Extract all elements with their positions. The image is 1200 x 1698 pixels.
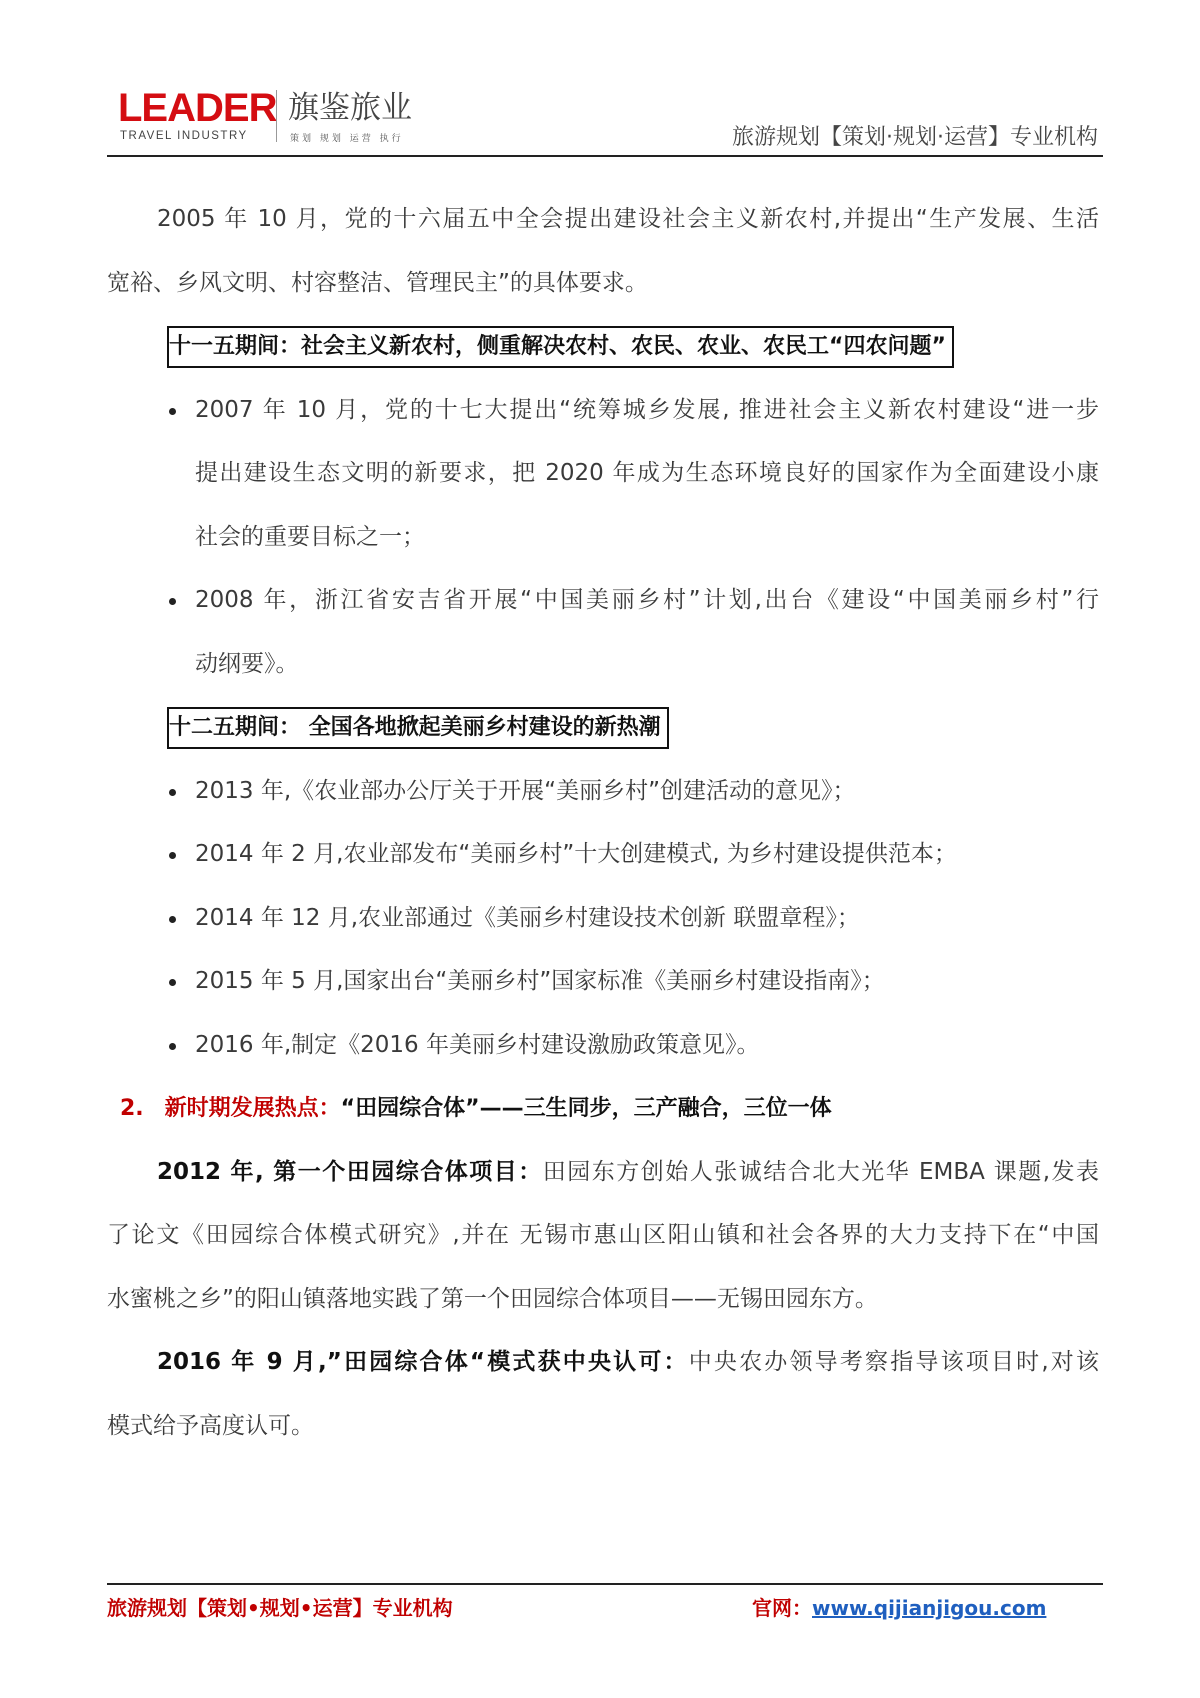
bullet-item: 2016 年,制定《2016 年美丽乡村建设激励政策意见》。 — [107, 1014, 1099, 1078]
section-heading-box: 十一五期间：社会主义新农村，侧重解决农村、农民、农业、农民工“四农问题” — [167, 326, 954, 368]
bullet-item: 2014 年 2 月,农业部发布“美丽乡村”十大创建模式, 为乡村建设提供范本； — [107, 823, 1099, 887]
logo-en: LEADER — [118, 86, 277, 130]
site-link[interactable]: www.qijianjigou.com — [812, 1596, 1047, 1620]
paragraph-text: 中央农办领导考察指导该项目时,对该 — [688, 1349, 1099, 1375]
logo-cn: 旗鉴旅业 — [288, 90, 412, 126]
heading-number: 2. — [120, 1096, 144, 1121]
bullet-item-cont: 社会的重要目标之一； — [195, 523, 425, 550]
bullet-item-cont: 动纲要》。 — [195, 650, 299, 677]
heading-black: “田园综合体”——三生同步，三产融合，三位一体 — [340, 1096, 832, 1121]
paragraph-text: 田园东方创始人张诚结合北大光华 EMBA 课题,发表 — [542, 1158, 1100, 1185]
header-tagline: 旅游规划【策划·规划·运营】专业机构 — [732, 125, 1098, 150]
logo-en-sub: TRAVEL INDUSTRY — [120, 130, 248, 142]
paragraph-lead: 2016 年 9 月,”田园综合体“模式获中央认可： — [157, 1349, 689, 1375]
paragraph-line: 2005 年 10 月，党的十六届五中全会提出建设社会主义新农村,并提出“生产发展、生活 — [157, 206, 1099, 232]
paragraph-lead: 2012 年, 第一个田园综合体项目： — [157, 1158, 543, 1185]
heading-red: 新时期发展热点： — [164, 1096, 341, 1121]
section-heading-box: 十二五期间： 全国各地掀起美丽乡村建设的新热潮 — [167, 707, 669, 749]
bullet-item-cont: 提出建设生态文明的新要求，把 2020 年成为生态环境良好的国家作为全面建设小康 — [195, 460, 1099, 486]
bullet-item: 2007 年 10 月，党的十七大提出“统筹城乡发展, 推进社会主义新农村建设“进一步 — [107, 379, 1099, 443]
document-body — [107, 188, 1099, 1458]
section-heading-2 — [107, 1077, 1099, 1141]
bullet-item: 2013 年,《农业部办公厅关于开展“美丽乡村”创建活动的意见》； — [107, 760, 1099, 824]
bullet-item: 2015 年 5 月,国家出台“美丽乡村”国家标准《美丽乡村建设指南》； — [107, 950, 1099, 1014]
bullet-item: 2008 年，浙江省安吉省开展“中国美丽乡村”计划,出台《建设“中国美丽乡村”行 — [107, 569, 1099, 633]
bullet-item: 2014 年 12 月,农业部通过《美丽乡村建设技术创新 联盟章程》； — [107, 887, 1099, 951]
paragraph-line: 了论文《田园综合体模式研究》,并在 无锡市惠山区阳山镇和社会各界的大力支持下在“中国 — [107, 1222, 1099, 1248]
site-label: 官网： — [752, 1596, 812, 1620]
paragraph-line: 水蜜桃之乡”的阳山镇落地实践了第一个田园综合体项目——无锡田园东方。 — [107, 1285, 878, 1312]
header-rule — [107, 155, 1103, 157]
paragraph-line: 宽裕、乡风文明、村容整洁、管理民主”的具体要求。 — [107, 269, 648, 296]
logo-divider — [276, 90, 277, 142]
footer-site — [752, 1592, 1046, 1621]
footer-tagline: 旅游规划【策划•规划•运营】专业机构 — [107, 1596, 453, 1620]
logo-cn-sub: 策划 规划 运营 执行 — [290, 134, 404, 144]
paragraph-line: 模式给予高度认可。 — [107, 1412, 314, 1439]
footer-rule — [107, 1583, 1103, 1585]
paragraph-line — [107, 1331, 1099, 1395]
paragraph-line — [107, 1141, 1099, 1205]
